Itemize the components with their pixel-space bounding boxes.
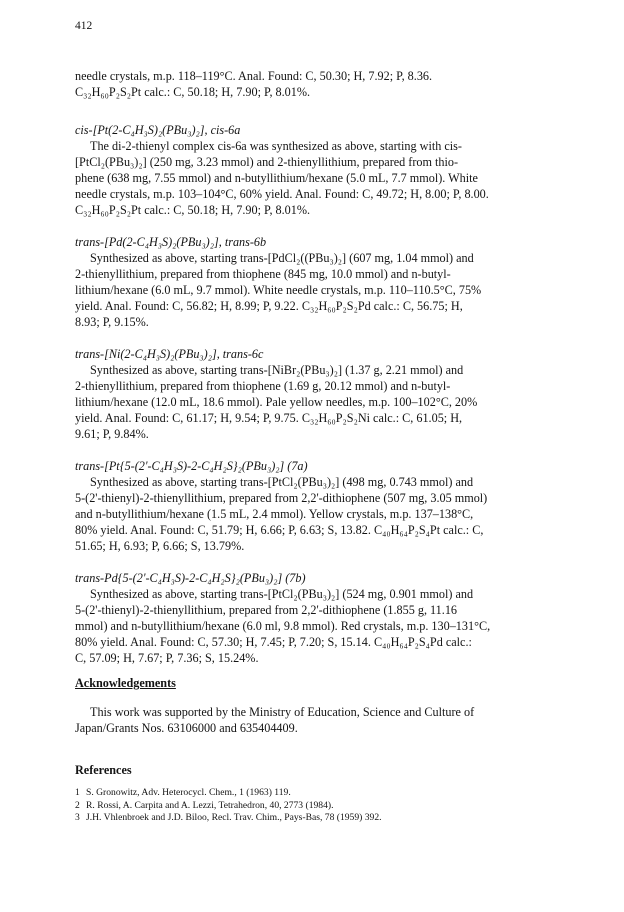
section-heading: trans-[Pd(2-C₄H₃S)₂(PBu₃)₂], trans-6b [75,235,267,249]
text-line: mmol) and n-butyllithium/hexane (6.0 ml, 9.8 mmol). Red crystals, m.p. 130–131°C, [75,619,491,633]
text-line: needle crystals, m.p. 118–119°C. Anal. Found: C, 50.30; H, 7.92; P, 8.36. [75,69,433,83]
text-line: C₃₂H₆₀P₂S₂Pt calc.: C, 50.18; H, 7.90; P, 8.01%. [75,85,311,99]
reference-number: 2 [75,799,80,811]
acknowledgements-heading: Acknowledgements [75,676,176,690]
text-line: needle crystals, m.p. 103–104°C, 60% yield. Anal. Found: C, 49.72; H, 8.00; P, 8.00. [75,187,489,201]
text-line: 80% yield. Anal. Found: C, 51.79; H, 6.66; P, 6.63; S, 13.82. C₄₀H₆₄P₂S₄Pt calc.: C, [75,523,484,537]
text-line: This work was supported by the Ministry of Education, Science and Culture of [90,705,475,719]
text-line: lithium/hexane (12.0 mL, 18.6 mmol). Pale yellow needles, m.p. 100–102°C, 20% [75,395,478,409]
section-cis-6a [75,122,550,218]
reference-number: 1 [75,787,80,798]
text-line: Synthesized as above, starting trans-[NiBr₂(PBu₃)₂] (1.37 g, 2.21 mmol) and [90,363,464,377]
references-heading: References [75,763,132,777]
reference-item [75,787,550,800]
section-heading: trans-Pd{5-(2'-C₄H₃S)-2-C₄H₂S}₂(PBu₃)₂] (7b) [75,571,306,585]
acknowledgements-body [75,704,550,736]
text-line: Japan/Grants Nos. 63106000 and 635404409. [75,721,298,735]
section-heading: trans-[Ni(2-C₄H₃S)₂(PBu₃)₂], trans-6c [75,347,264,361]
reference-number: 3 [75,812,80,823]
text-line: 5-(2'-thienyl)-2-thienyllithium, prepared from 2,2'-dithiophene (1.855 g, 11.16 [75,603,458,617]
text-line: yield. Anal. Found: C, 61.17; H, 9.54; P, 9.75. C₃₂H₆₀P₂S₂Ni calc.: C, 61.05; H, [75,411,463,425]
references-list [75,787,550,825]
reference-text: S. Gronowitz, Adv. Heterocycl. Chem., 1 (1963) 119. [86,787,291,798]
reference-text: J.H. Vhlenbroek and J.D. Biloo, Recl. Trav. Chim., Pays-Bas, 78 (1959) 392. [86,812,382,823]
text-line: Synthesized as above, starting trans-[PtCl₂(PBu₃)₂] (498 mg, 0.743 mmol) and [90,475,474,489]
text-line: 2-thienyllithium, prepared from thiophene (845 mg, 10.0 mmol) and n-butyl- [75,267,451,281]
text-line: C, 57.09; H, 7.67; P, 7.36; S, 15.24%. [75,651,259,665]
text-line: [PtCl₂(PBu₃)₂] (250 mg, 3.23 mmol) and 2-thienyllithium, prepared from thio- [75,155,459,169]
text-line: 80% yield. Anal. Found: C, 57.30; H, 7.45; P, 7.20; S, 15.14. C₄₀H₆₄P₂S₄Pd calc.: [75,635,472,649]
section-trans-6c [75,346,550,442]
text-line: 9.61; P, 9.84%. [75,427,149,441]
text-line: The di-2-thienyl complex cis-6a was synthesized as above, starting with cis- [90,139,462,153]
text-line: lithium/hexane (6.0 mL, 9.7 mmol). White needle crystals, m.p. 110–110.5°C, 75% [75,283,482,297]
text-line: 8.93; P, 9.15%. [75,315,149,329]
text-line: phene (638 mg, 7.55 mmol) and n-butyllithium/hexane (5.0 mL, 7.7 mmol). White [75,171,478,185]
section-heading: trans-[Pt{5-(2'-C₄H₃S)-2-C₄H₂S}₂(PBu₃)₂] (7a) [75,459,308,473]
text-line: C₃₂H₆₀P₂S₂Pt calc.: C, 50.18; H, 7.90; P, 8.01%. [75,203,311,217]
reference-item [75,812,550,825]
text-line: 51.65; H, 6.93; P, 6.66; S, 13.79%. [75,539,245,553]
text-line: and n-butyllithium/hexane (1.5 mL, 2.4 mmol). Yellow crystals, m.p. 137–138°C, [75,507,474,521]
reference-item [75,800,550,813]
text-line: 2-thienyllithium, prepared from thiophene (1.69 g, 20.12 mmol) and n-butyl- [75,379,451,393]
section-7a [75,458,550,554]
text-line: Synthesized as above, starting trans-[PdCl₂((PBu₃)₂] (607 mg, 1.04 mmol) and [90,251,474,265]
section-trans-6b [75,234,550,330]
text-line: 5-(2'-thienyl)-2-thienyllithium, prepared from 2,2'-dithiophene (507 mg, 3.05 mmol) [75,491,488,505]
top-paragraph [75,68,550,100]
text-line: yield. Anal. Found: C, 56.82; H, 8.99; P, 9.22. C₃₂H₆₀P₂S₂Pd calc.: C, 56.75; H, [75,299,463,313]
text-line: Synthesized as above, starting trans-[PtCl₂(PBu₃)₂] (524 mg, 0.901 mmol) and [90,587,474,601]
reference-text: R. Rossi, A. Carpita and A. Lezzi, Tetrahedron, 40, 2773 (1984). [86,799,334,811]
page-number: 412 [75,20,93,32]
section-heading: cis-[Pt(2-C₄H₃S)₂(PBu₃)₂], cis-6a [75,123,241,137]
section-7b [75,570,550,666]
